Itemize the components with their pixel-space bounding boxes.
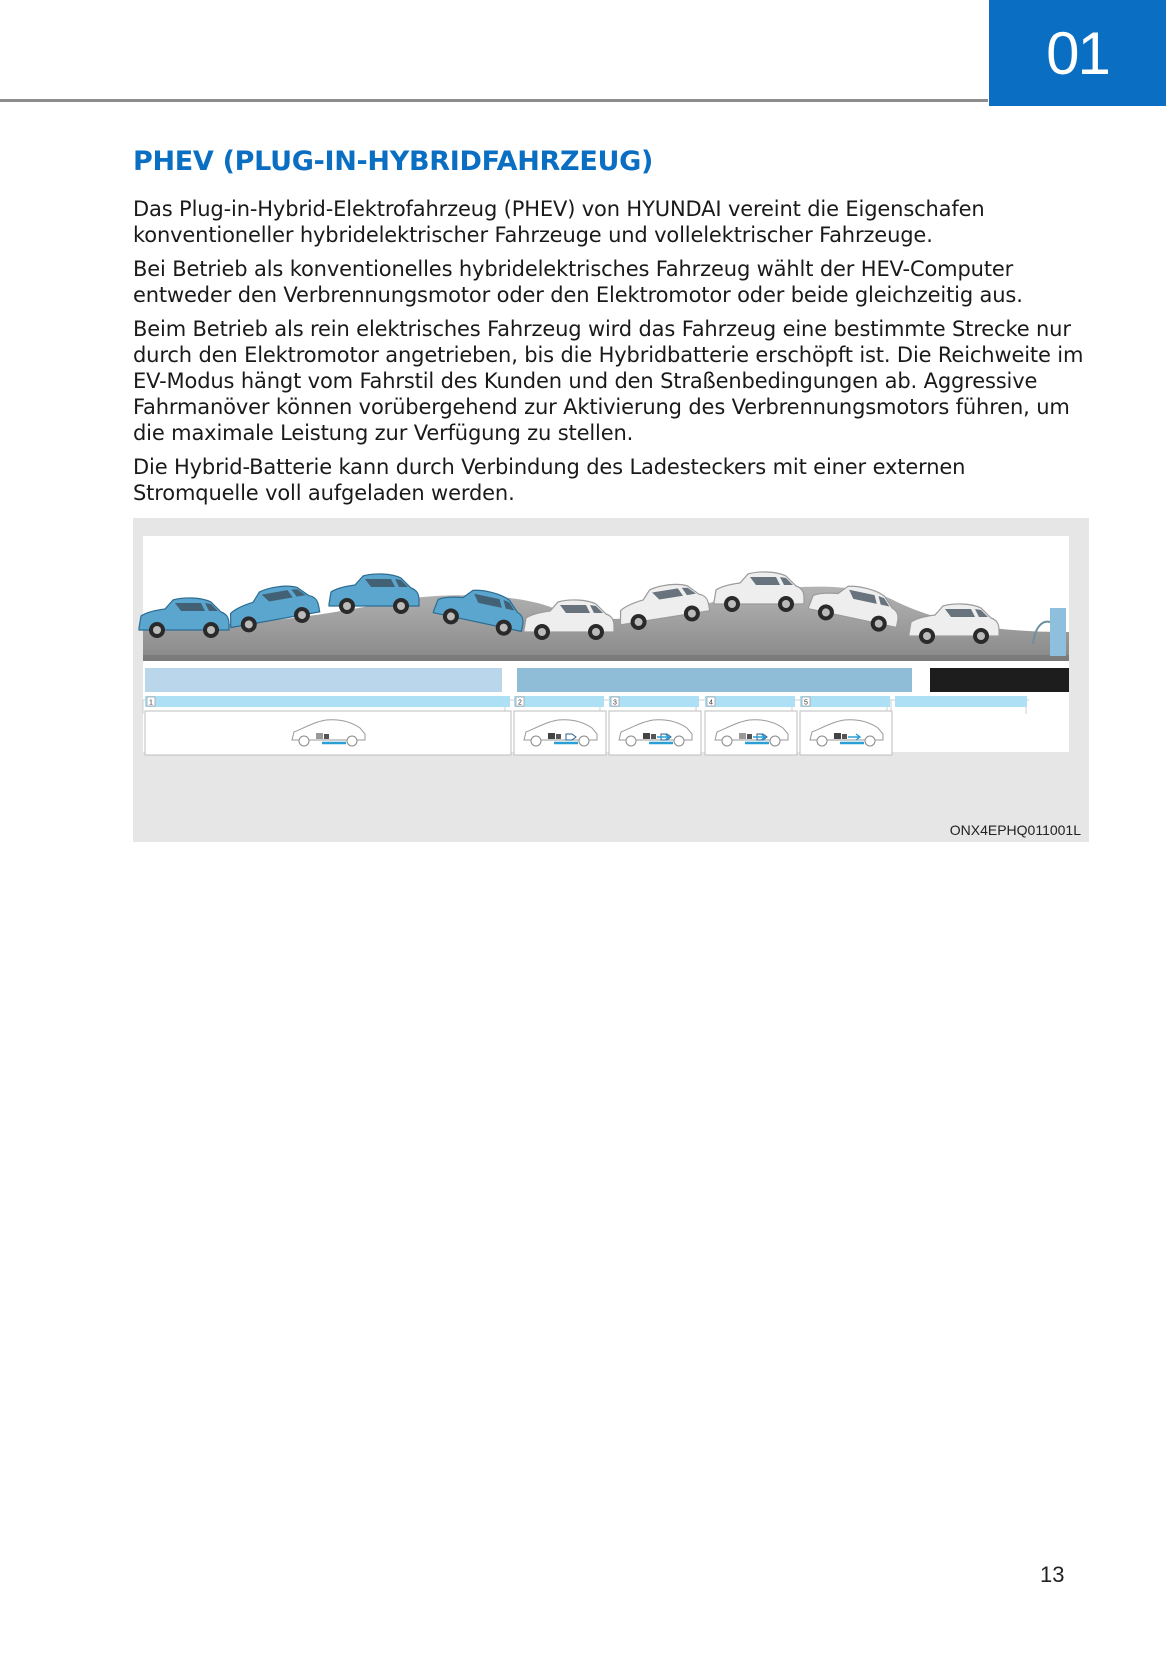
figure-code: ONX4EPHQ011001L: [949, 822, 1081, 838]
page-number: 13: [1040, 1562, 1065, 1587]
drivetrain-box: [609, 711, 701, 755]
stage-strip: [800, 696, 890, 707]
paragraph: Das Plug-in-Hybrid-Elektrofahrzeug (PHEV) von HYUNDAI vereint die Eigenschafen konventioneller hybridelektrischer Fahrzeuge und vollelektrischer Fahrzeuge.: [133, 197, 985, 247]
road-edge: [143, 655, 1069, 661]
drivetrain-box: [705, 711, 797, 755]
stage-number: 3: [613, 699, 617, 707]
header-rule: [0, 99, 988, 102]
charging-arrow: [930, 668, 1089, 692]
chapter-tab: [989, 0, 1166, 106]
paragraph: Beim Betrieb als rein elektrisches Fahrzeug wird das Fahrzeug eine bestimmte Strecke nur durch den Elektromotor angetrieben, bis die Hybridbatterie erschöpft ist. Die Reichweite im EV-Modus hängt vom Fahrstil des Kunden und den Straßenbedingungen ab. Aggressive Fahrmanöver können vorübergehend zur Aktivierung des Verbrennungsmotors führen, um die maximale Leistung zur Verfügung zu stellen.: [133, 317, 1084, 445]
paragraph: Die Hybrid-Batterie kann durch Verbindung des Ladesteckers mit einer externen Stromquelle voll aufgeladen werden.: [133, 455, 966, 505]
chapter-number: 01: [1046, 19, 1109, 87]
paragraph: Bei Betrieb als konventionelles hybridelektrisches Fahrzeug wählt der HEV-Computer entweder den Verbrennungsmotor oder den Elektromotor oder beide gleichzeitig aus.: [133, 257, 1023, 307]
phev-operation-figure: [133, 518, 1089, 842]
stage-strip: [609, 696, 699, 707]
section-title: PHEV (PLUG-IN-HYBRIDFAHRZEUG): [133, 146, 653, 177]
drivetrain-box: [514, 711, 606, 755]
stage-strip: [705, 696, 795, 707]
stage-strip: [514, 696, 604, 707]
drivetrain-box: [800, 711, 892, 755]
section-body: [133, 196, 1093, 514]
stage-number: 5: [804, 699, 808, 707]
charging-station-icon: [1050, 608, 1066, 656]
stage-strip: [145, 696, 510, 707]
phev-illustration: [133, 518, 1089, 842]
stage-number: 2: [518, 699, 522, 707]
stage-number: 1: [149, 699, 153, 707]
stage-strip: [895, 696, 1027, 707]
stage-number: 4: [709, 699, 713, 707]
drivetrain-box: [145, 711, 511, 755]
